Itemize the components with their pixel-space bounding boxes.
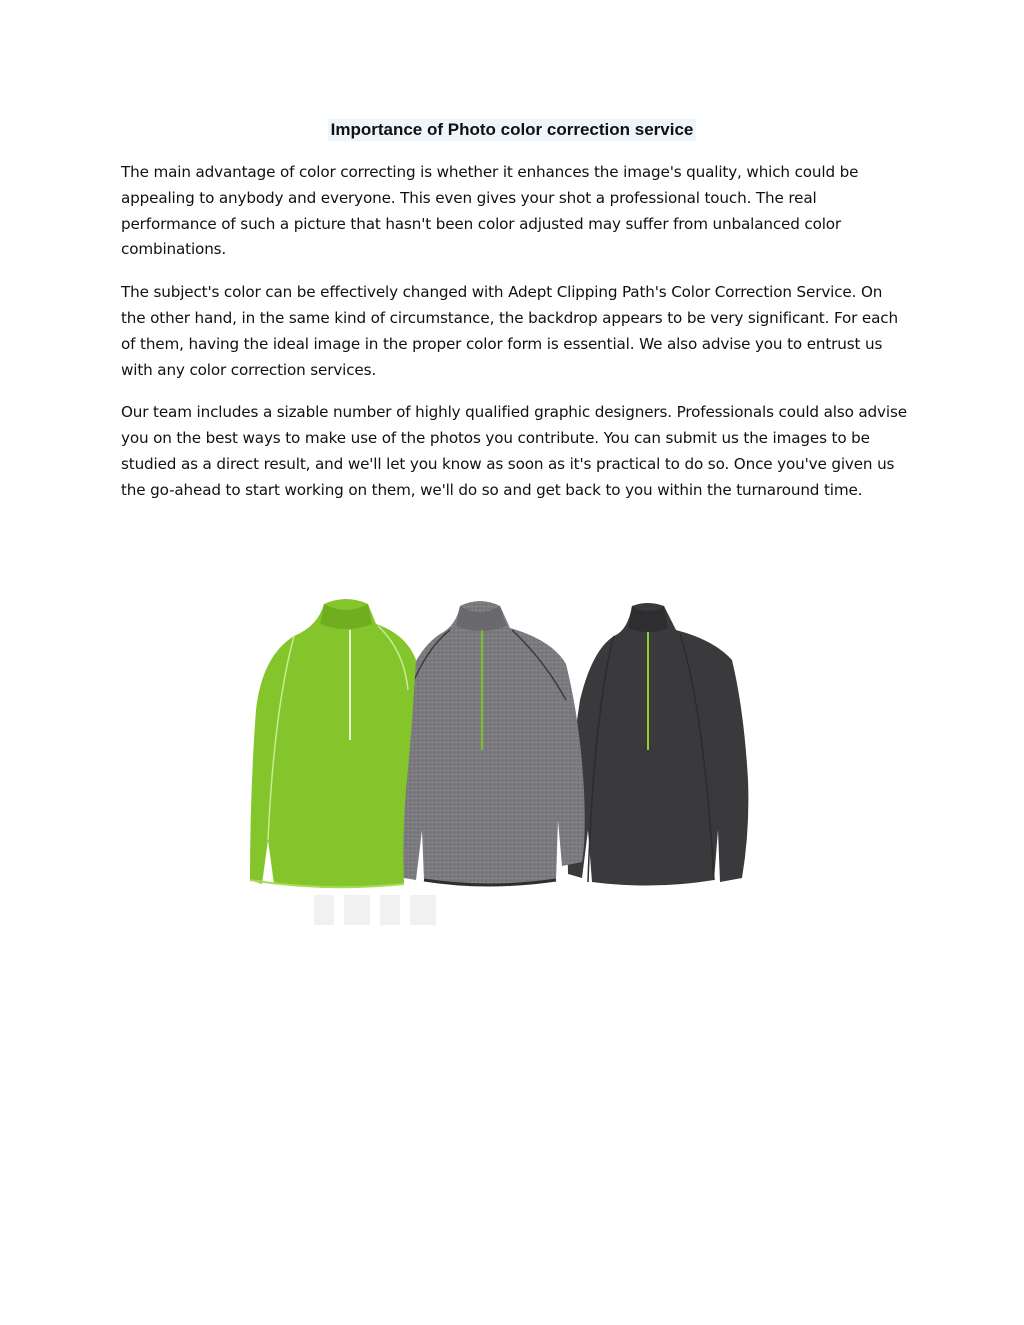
- jackets-illustration: [244, 590, 774, 935]
- paragraph-3: Our team includes a sizable number of highly qualified graphic designers. Professionals could also advise you on the best ways to make use of the photos you contribute. You can submit us the images to be studied as a direct result, and we'll let you know as soon as it's practical to do so. Once you've given us the go-ahead to start working on them, we'll do so and get back to you within the turnaround time.: [121, 403, 907, 499]
- title-row: [0, 119, 1024, 141]
- paragraph-1: The main advantage of color correcting is whether it enhances the image's quality, which could be appealing to anybody and everyone. This even gives your shot a professional touch. The real performance of such a picture that hasn't been color adjusted may suffer from unbalanced color combinations.: [121, 163, 859, 259]
- body-text: [121, 160, 911, 521]
- document-title: Importance of Photo color correction service: [328, 119, 697, 141]
- green-jacket: [250, 599, 416, 888]
- grey-jacket: [392, 601, 585, 885]
- paragraph-2: The subject's color can be effectively changed with Adept Clipping Path's Color Correction Service. On the other hand, in the same kind of circumstance, the backdrop appears to be very significant. For each of them, having the ideal image in the proper color form is essential. We also advise you to entrust us with any color correction services.: [121, 283, 898, 379]
- jackets-photo: [244, 590, 774, 935]
- watermark-mark: [314, 895, 436, 925]
- black-jacket: [568, 603, 749, 886]
